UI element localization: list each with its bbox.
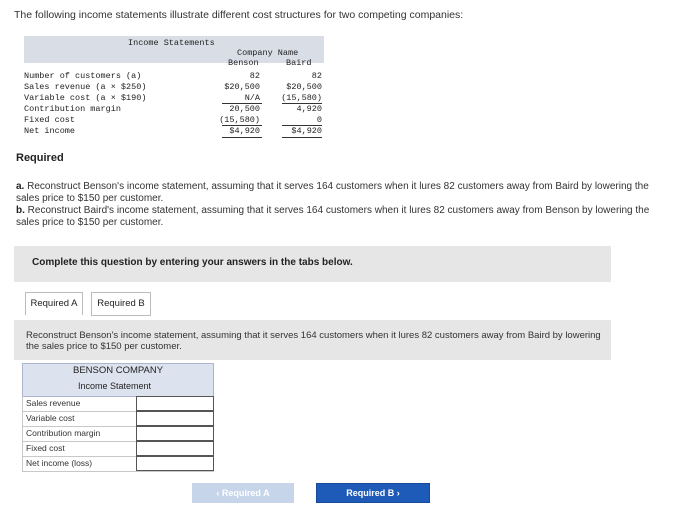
- next-required-b-button[interactable]: Required B ›: [316, 483, 430, 503]
- required-heading: Required: [16, 152, 64, 164]
- benson-value: 20,500: [229, 104, 260, 114]
- table-row: [24, 93, 324, 103]
- answer-company-name: BENSON COMPANY: [73, 365, 164, 376]
- row-label: Fixed cost: [24, 115, 76, 125]
- row-label: Contribution margin: [24, 104, 121, 114]
- contribution-margin-input[interactable]: [136, 426, 214, 441]
- tab-panel-prompt: [14, 320, 611, 360]
- table-row: [24, 82, 324, 92]
- tab-required-a[interactable]: Required A: [25, 292, 83, 315]
- baird-value: 0: [316, 115, 322, 125]
- answer-row-label: Variable cost: [26, 413, 75, 423]
- answer-row-fixed-cost: [22, 441, 214, 457]
- row-label: Variable cost (a × $190): [24, 93, 147, 103]
- answer-row-contribution-margin: [22, 426, 214, 442]
- answer-table-header: [22, 363, 214, 397]
- intro-text: The following income statements illustrate different cost structures for two competing companies:: [14, 9, 464, 21]
- answer-row-label: Fixed cost: [26, 443, 65, 453]
- table-row: [24, 126, 324, 136]
- requirement-a-text: Reconstruct Benson's income statement, assuming that it serves 164 customers when it lures 82 customers away from Baird by lowering the sales price to $150 per customer.: [16, 181, 649, 204]
- answer-row-label: Contribution margin: [26, 428, 101, 438]
- table-title: Income Statements: [128, 38, 215, 48]
- company-name-header: Company Name: [237, 48, 299, 58]
- total-rule: [282, 137, 322, 138]
- fixed-cost-input[interactable]: [136, 441, 214, 456]
- net-income-input[interactable]: [136, 456, 214, 471]
- answer-row-net-income: [22, 456, 214, 472]
- row-label: Number of customers (a): [24, 71, 142, 81]
- benson-value: $4,920: [229, 126, 260, 136]
- requirement-a: [16, 181, 656, 205]
- sales-revenue-input[interactable]: [136, 396, 214, 411]
- baird-value: (15,580): [281, 93, 322, 103]
- baird-value: 82: [311, 71, 322, 81]
- benson-value: 82: [249, 71, 260, 81]
- baird-value: $20,500: [286, 82, 322, 92]
- tab-required-b[interactable]: Required B: [91, 292, 151, 316]
- variable-cost-input[interactable]: [136, 411, 214, 426]
- benson-value: $20,500: [224, 82, 260, 92]
- income-statements-table: [24, 36, 324, 140]
- table-row: [24, 115, 324, 125]
- requirement-b: [16, 205, 656, 229]
- answer-row-variable-cost: [22, 411, 214, 427]
- instruction-text: Complete this question by entering your answers in the tabs below.: [32, 257, 353, 268]
- row-label: Net income: [24, 126, 76, 136]
- column-baird: Baird: [286, 58, 312, 68]
- benson-value: (15,580): [219, 115, 260, 125]
- table-row: [24, 104, 324, 114]
- answer-row-label: Sales revenue: [26, 398, 81, 408]
- total-rule: [222, 137, 262, 138]
- requirement-a-letter: a.: [16, 181, 25, 192]
- previous-required-a-button[interactable]: ‹ Required A: [192, 483, 294, 503]
- requirement-b-text: Reconstruct Baird's income statement, assuming that it serves 164 customers when it lures 82 customers away from Benson by lowering the sales price to $150 per customer.: [16, 205, 650, 228]
- baird-value: $4,920: [291, 126, 322, 136]
- answer-row-sales-revenue: [22, 396, 214, 412]
- benson-value: N/A: [244, 93, 260, 103]
- panel-prompt-text: Reconstruct Benson's income statement, assuming that it serves 164 customers when it lures 82 customers away from Baird by lowering the sales price to $150 per customer.: [26, 330, 601, 352]
- row-label: Sales revenue (a × $250): [24, 82, 147, 92]
- instruction-banner: [14, 246, 611, 282]
- answer-statement-title: Income Statement: [78, 381, 152, 391]
- table-row: [24, 71, 324, 81]
- baird-value: 4,920: [296, 104, 322, 114]
- column-benson: Benson: [228, 58, 259, 68]
- requirement-b-letter: b.: [16, 205, 25, 216]
- answer-row-label: Net income (loss): [26, 458, 93, 468]
